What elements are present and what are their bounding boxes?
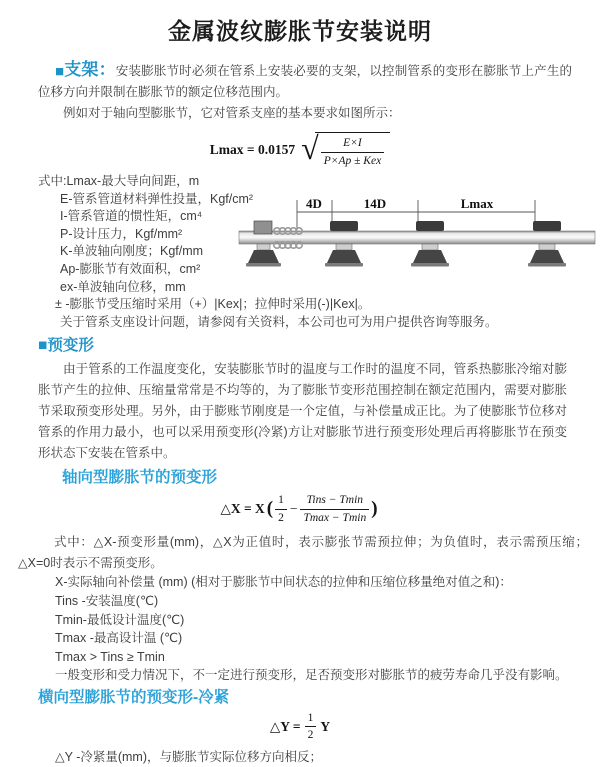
square-root-expression bbox=[301, 129, 390, 168]
support-intro-paragraph bbox=[38, 59, 572, 103]
dimension-label-4d: 4D bbox=[306, 196, 322, 211]
pipe-support-spacing-diagram bbox=[237, 190, 597, 290]
fraction-denominator: 2 bbox=[307, 729, 314, 742]
definition-line: P-设计压力，Kgf/mm² bbox=[60, 226, 183, 241]
half-fraction bbox=[275, 493, 287, 525]
radical-sign-icon: √ bbox=[301, 129, 319, 166]
definition-line: E-管系管道材料弹性投量，Kgf/cm² bbox=[60, 191, 254, 206]
x-definition-line: X-实际轴向补偿量 (mm) (相对于膨胀节中间状态的拉伸和压缩位移量绝对值之和)： bbox=[55, 575, 512, 590]
definition-line: I-管系管道的惯性矩，cm⁴ bbox=[60, 209, 203, 224]
dimension-label-lmax: Lmax bbox=[460, 196, 494, 211]
close-paren: ) bbox=[371, 498, 378, 520]
fraction-denominator: 2 bbox=[278, 511, 284, 524]
temperature-line: Tmin-最低设计温度(℃) bbox=[55, 612, 185, 627]
lmax-formula-lhs: Lmax = 0.0157 bbox=[209, 142, 296, 157]
fraction-numerator: 1 bbox=[275, 493, 287, 509]
lmax-fraction bbox=[321, 136, 385, 168]
definition-line: K-单波轴向刚度；Kgf/mm bbox=[60, 244, 204, 259]
dimension-label-14d: 14D bbox=[363, 196, 387, 211]
support-example-line: 例如对于轴向型膨胀节，它对管系支座的基本要求如图所示： bbox=[63, 106, 401, 120]
fraction-numerator: 1 bbox=[305, 711, 317, 727]
lateral-note-line: △Y -冷紧量(mm)，与膨胀节实际位移方向相反； bbox=[55, 749, 323, 764]
section-bullet-icon: ■ bbox=[55, 63, 65, 80]
predeform-section-heading bbox=[38, 337, 600, 355]
axial-subsection-heading: 轴向型膨胀节的预变形 bbox=[62, 469, 218, 487]
lateral-predeform-formula bbox=[0, 714, 600, 740]
lateral-formula-lhs: △Y = bbox=[269, 718, 301, 734]
predeform-paragraph: 由于管系的工作温度变化，安装膨胀节时的温度与工作时的温度不同，管系热膨胀冷缩对膨胀节产生的拉伸、压缩量常常是不均等的，为了膨胀节变形范围控制在额定范围内，需要对膨胀节采取预变形处理。另外，由于膨账节刚度是一个定值，与补偿量成正比。为了使膨胀节位移对管系的作用力最小，也可以采用预变形(冷紧)方让对膨胀节进行预变形处理后再将膨胀节在预变形状态下安装在管系中。 bbox=[38, 362, 567, 461]
axial-formula-explanation: 式中：△X-预变形量(mm)，△X为正值时，表示膨张节需预拉伸；为负值时，表示需预压缩；△X=0时表示不需预变形。 bbox=[18, 535, 588, 570]
lateral-subsection-heading: 横向型膨胀节的预变形-冷紧 bbox=[38, 688, 230, 706]
fraction-denominator: P×Ap ± Kex bbox=[323, 154, 382, 167]
support-section-heading bbox=[55, 60, 116, 79]
consulting-note: 关于管系支座设计问题，请参阅有关资料，本公司也可为用户提供咨询等服务。 bbox=[60, 314, 498, 329]
temperature-inequality-line: Tmax > Tins ≥ Tmin bbox=[55, 649, 165, 664]
axial-formula-lhs: △X = X bbox=[220, 501, 265, 517]
radicand bbox=[315, 132, 391, 168]
plus-minus-note: ± -膨胀节受压缩时采用（+）|Kex|；拉伸时采用(-)|Kex|。 bbox=[55, 297, 371, 312]
fraction-denominator: Tmax − Tmin bbox=[303, 511, 367, 524]
definition-line: 式中:Lmax-最大导向间距，m bbox=[38, 174, 200, 188]
axial-predeform-formula bbox=[0, 492, 600, 526]
half-fraction bbox=[305, 711, 317, 743]
lmax-formula bbox=[0, 130, 600, 170]
page-title: 金属波纹膨胀节安装说明 bbox=[168, 18, 432, 44]
lateral-formula-rhs: Y bbox=[320, 718, 331, 734]
definition-line: Ap-膨胀节有效面积，cm² bbox=[60, 261, 201, 276]
temperature-line: Tins -安装温度(℃) bbox=[55, 593, 159, 608]
temperature-fraction bbox=[300, 493, 369, 525]
support-intro-text: 安装膨胀节时必须在管系上安装必要的支架，以控制管系的变形在膨胀节上产生的位移方向并限制在膨胀节的额定位移范围内。 bbox=[38, 64, 573, 99]
temperature-line: Tmax -最高设计温 (℃) bbox=[55, 631, 183, 646]
fraction-numerator: E×I bbox=[321, 136, 385, 152]
open-paren: ( bbox=[266, 498, 274, 520]
predeform-heading-label: 预变形 bbox=[47, 337, 94, 355]
minus-sign: − bbox=[289, 501, 298, 517]
section-bullet-icon: ■ bbox=[38, 337, 48, 355]
definition-line: ex-单波轴向位移，mm bbox=[60, 279, 186, 294]
support-heading-label: 支架： bbox=[64, 60, 116, 79]
fraction-numerator: Tins − Tmin bbox=[300, 493, 369, 509]
axial-note-line: 一般变形和受力情况下，不一定进行预变形，足否预变形对膨胀节的疲劳寿命几乎没有影响。 bbox=[55, 668, 568, 683]
